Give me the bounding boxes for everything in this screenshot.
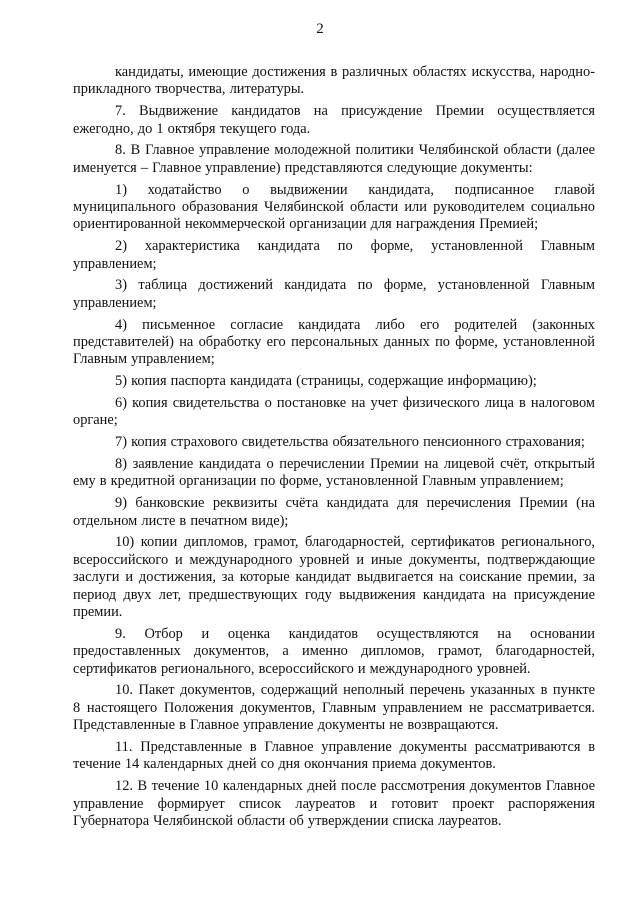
list-item-passport-copy: 5) копия паспорта кандидата (страницы, содержащие информацию); <box>115 373 537 390</box>
paragraph-item-11-review: 11. Представленные в Главное управление документы рассматриваются в течение 14 календарных дней со дня окончания приема документов. <box>73 739 595 773</box>
list-item-bank-details: 9) банковские реквизиты счёта кандидата для перечисления Премии (на отдельном листе в печатном виде); <box>73 495 595 529</box>
page-number: 2 <box>316 21 324 37</box>
paragraph-item-8-documents: 8. В Главное управление молодежной политики Челябинской области (далее именуется – Главное управление) представляются следующие документы: <box>73 142 595 176</box>
paragraph-item-12-laureates: 12. В течение 10 календарных дней после рассмотрения документов Главное управление формирует список лауреатов и готовит проект распоряжения Губернатора Челябинской области об утверждении списка лауреатов. <box>73 778 595 830</box>
list-item-consent: 4) письменное согласие кандидата либо его родителей (законных представителей) на обработку его персональных данных по форме, установленной Главным управлением; <box>73 316 595 368</box>
paragraph-item-7-nomination: 7. Выдвижение кандидатов на присуждение Премии осуществляется ежегодно, до 1 октября текущего года. <box>73 103 595 137</box>
list-item-petition: 1) ходатайство о выдвижении кандидата, подписанное главой муниципального образования Челябинской области или руководителем социально ориентированной некоммерческой организации для награждения Премией; <box>73 181 595 233</box>
paragraph-item-10-incomplete-package: 10. Пакет документов, содержащий неполный перечень указанных в пункте 8 настоящего Положения документов, Главным управлением не рассматривается. Представленные в Главное управление документы не возвращаются. <box>73 682 595 734</box>
list-item-pension-certificate: 7) копия страхового свидетельства обязательного пенсионного страхования; <box>115 434 585 451</box>
list-item-achievements-table: 3) таблица достижений кандидата по форме, установленной Главным управлением; <box>73 277 595 311</box>
list-item-diploma-copies: 10) копии дипломов, грамот, благодарностей, сертификатов регионального, всероссийского и международного уровней и иные документы, подтверждающие заслуги и достижения, за которые кандидат выдвигается на соискание премии, за период двух лет, предшествующих году выдвижения кандидата на присуждение премии. <box>73 534 595 621</box>
list-item-tax-certificate: 6) копия свидетельства о постановке на учет физического лица в налоговом органе; <box>73 395 595 429</box>
paragraph-item-9-selection: 9. Отбор и оценка кандидатов осуществляются на основании предоставленных документов, а именно дипломов, грамот, благодарностей, сертификатов регионального, всероссийского и международного уровней. <box>73 625 595 677</box>
paragraph-candidates-arts: кандидаты, имеющие достижения в различных областях искусства, народно-прикладного творчества, литературы. <box>73 64 595 98</box>
document-body <box>73 64 595 831</box>
list-item-characteristic: 2) характеристика кандидата по форме, установленной Главным управлением; <box>73 238 595 272</box>
list-item-transfer-application: 8) заявление кандидата о перечислении Премии на лицевой счёт, открытый ему в кредитной организации по форме, установленной Главным управлением; <box>73 456 595 490</box>
